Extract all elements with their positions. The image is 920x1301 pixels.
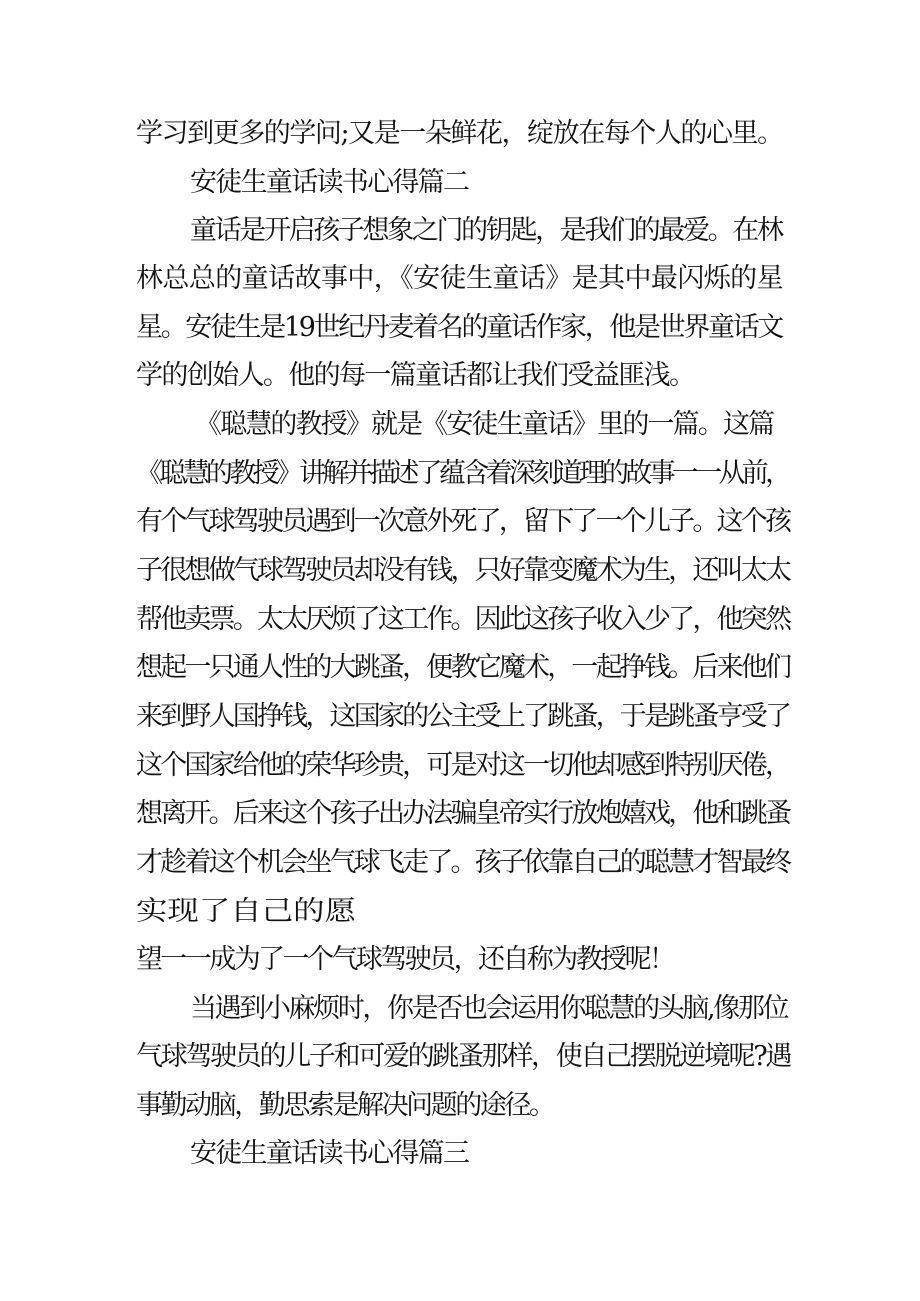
text-line: 气球驾驶员的儿子和可爱的跳蚤那样，使自己摆脱逆境呢?遇 <box>136 1041 791 1072</box>
text-line: 学习到更多的学问;又是一朵鲜花，绽放在每个人的心里。 <box>136 118 783 149</box>
text-line: 想离开。后来这个孩子出办法骗皇帝实行放炮嬉戏，他和跳蚤 <box>136 798 790 829</box>
text-line: 想起一只通人性的大跳蚤，便教它魔术，一起挣钱。后来他们 <box>136 652 790 683</box>
text-line: 星。安徒生是19世纪丹麦着名的童话作家，他是世界童话文 <box>136 312 782 343</box>
text-line: 子很想做气球驾驶员却没有钱，只好靠变魔术为生，还叫太太 <box>136 555 790 586</box>
text-line: 学的创始人。他的每一篇童话都让我们受益匪浅。 <box>136 360 695 391</box>
text-line: 林总总的童话故事中，《安徒生童话》是其中最闪烁的星 <box>136 263 783 294</box>
text-line: 望一一成为了一个气球驾驶员，还自称为教授呢！ <box>136 944 674 975</box>
text-line: 当遇到小麻烦时，你是否也会运用你聪慧的头脑,像那位 <box>190 993 788 1024</box>
text-line: 《聪慧的教授》就是《安徒生童话》里的一篇。这篇 <box>195 409 774 440</box>
text-line: 帮他卖票。太太厌烦了这工作。因此这孩子收入少了，他突然 <box>136 604 790 635</box>
text-line: 有个气球驾驶员遇到一次意外死了，留下了一个儿子。这个孩 <box>136 506 790 537</box>
text-line: 这个国家给他的荣华珍贵，可是对这一切他却感到特别厌倦， <box>136 750 790 781</box>
text-line: 实现了自己的愿 <box>136 896 356 927</box>
text-line: 来到野人国挣钱，这国家的公主受上了跳蚤，于是跳蚤亨受了 <box>136 701 790 732</box>
text-line: 才趁着这个机会坐气球飞走了。孩子依靠自己的聪慧才智最终 <box>136 847 790 878</box>
section-heading: 安徒生童话读书心得篇三 <box>190 1138 469 1169</box>
text-line: 童话是开启孩子想象之门的钥匙，是我们的最爱。在林 <box>190 215 782 246</box>
section-heading: 安徒生童话读书心得篇二 <box>190 167 469 198</box>
text-line: 《聪慧的教授》讲解并描述了蕴含着深刻道理的故事一一从前， <box>136 458 789 489</box>
text-line: 事勤动脑，勤思索是解决问题的途径。 <box>136 1090 554 1121</box>
